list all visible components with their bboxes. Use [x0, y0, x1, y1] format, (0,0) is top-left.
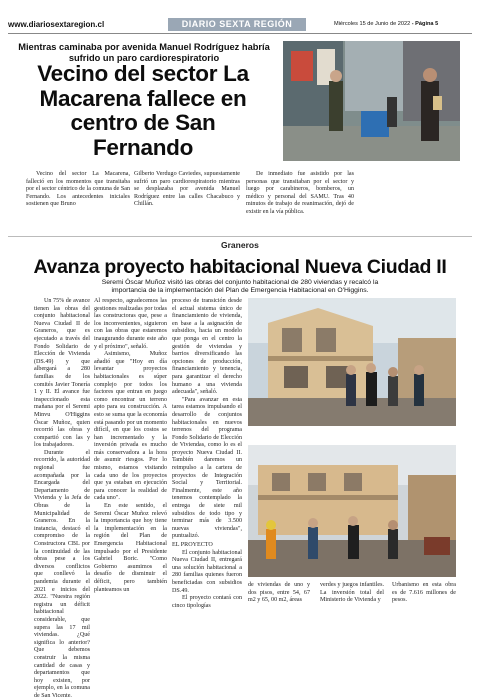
article2-col1: [34, 298, 90, 699]
article2-col6-text: Urbanismo en esta obra es de 7.616 millones de pesos.: [392, 582, 456, 604]
header-rule: [8, 33, 472, 34]
article1-headline: Vecino del sector La Macarena fallece en centro de San Fernando: [37, 61, 249, 160]
construction-workers-photo: [248, 445, 456, 577]
article2-col2-p2: Asimismo, Muñoz añadió que "Hoy en día levantar proyectos habitacionales es súper complejo por todos los factores que entran en juego como encontrar un terreno apto para su construcción. A esto se suma que la economía está pasando por un momento difícil, en que los costos se han incrementado y la inversión privada es mucho más conservadora a la hora de asumir riesgos. Por lo mismo, estamos visitando cada uno de los proyectos que ya estaban en ejecución para conocer la realidad de cada uno".: [94, 351, 167, 502]
date-text: Miércoles 15 de Junio de 2022: [334, 21, 411, 27]
masthead-title: DIARIO SEXTA REGIÓN: [181, 19, 293, 29]
construction-site-visit-photo: [248, 298, 456, 426]
article2-col4-text: de viviendas de uno y dos pisos, entre 54, 67 m2 y 65, 00 m2, áreas: [248, 582, 310, 604]
article2-section: Graneros: [221, 240, 259, 250]
article-divider: [8, 236, 472, 237]
article2-col2: [94, 298, 167, 650]
article2-col2-p1: Al respecto, agradecemos las gestiones realizadas por todas las constructoras que, pese a los inconvenientes, siguieron con las obras que estaremos inaugurando durante este año y el próximo", señaló.: [94, 298, 167, 350]
article2-col3-p4: El proyecto contará con cinco tipologías: [172, 595, 242, 609]
article2-col1-p2: Durante el recorrido, la autoridad regional fue acompañada por la Encargada del Departamento de Vivienda y la Jefa de Obras de la Municipalidad de Graneros. En la instancia, destacó el compromiso de la Constructora CBL por la continuidad de las obras pese a los diversos conflictos que conllevó la pandemia durante el 2021 e inicios del 2022. "Nuestra región registra un déficit habitacional considerable, que supera las 17 mil viviendas. ¿Qué significa lo anterior? Que debemos construir la misma cantidad de casas y departamentos que hoy existen, por ejemplo, en la comuna de San Vicente.: [34, 449, 90, 699]
article2-col2-p3: En este sentido, el Seremi Óscar Muñoz relevó la importancia que hoy tiene la implementación en la región del Plan de Emergencia Habitacional impulsado por el Presidente Gabriel Boric. "Como Gobierno asumimos el desafío de disminuir el déficit, pero también planteamos un: [94, 503, 167, 593]
article1-kicker: Mientras caminaba por avenida Manuel Rodríguez habría sufrido un paro cardiorespiratorio: [18, 42, 270, 63]
article2-subhead: EL PROYECTO: [172, 542, 213, 548]
article2-col3: [172, 298, 242, 650]
website-url[interactable]: www.diariosextaregion.cl: [8, 20, 105, 29]
article2-col5-text: verdes y juegos infantiles. La inversión total del Ministerio de Vivienda y: [320, 582, 384, 604]
construction-workers-illustration: [248, 445, 456, 577]
street-scene-illustration: [283, 41, 460, 161]
article1-col3: [246, 171, 354, 225]
article2-col6: [392, 582, 456, 652]
construction-visit-illustration: [248, 298, 456, 426]
article1-col2-text: Gilberto Verdugo Caviedes, supuestamente sufrió un paro cardiorespiratorio mientras se desplazaba por avenida Manuel Rodríguez entre las calles Chacabuco y Chillán.: [134, 171, 240, 208]
street-scene-photo: [283, 41, 460, 161]
article1-col3-text: De inmediato fue asistido por las personas que transitaban por el sector y luego por carabineros, bomberos, un médico y personal del SAMU. Tras 40 minutos de trabajo de reanimación, dejó de existir en la vía pública.: [246, 171, 354, 215]
header-date: [334, 21, 438, 27]
article2-headline: Avanza proyecto habitacional Nueva Ciudad II: [33, 256, 447, 278]
article1-col1: [26, 171, 130, 225]
article2-deck: Seremi Óscar Muñoz visitó las obras del conjunto habitacional de 280 viviendas y recalcó la importancia de la implementación del Plan de Emergencia Habitacional en O'Higgins.: [101, 279, 379, 294]
article2-col5: [320, 582, 384, 652]
article1-col2: [134, 171, 240, 225]
article2-col3-p2: "Para avanzar en esta tarea estamos impulsando el desarrollo de conjuntos habitacionales en nuevos terrenos del programa Fondo Solidario de Elección de Viviendas, como lo es el proyecto Nueva Ciudad II. También daremos un reimpulso a la cartera de proyectos de Integración Social y Territorial. Finalmente, este año tenemos contemplado la entrega de siete mil subsidios de todo tipo y terminar más de 3.500 nuevas viviendas", puntualizó.: [172, 396, 242, 540]
article2-col4: [248, 582, 310, 652]
article1-col1-text: Vecino del sector La Macarena, falleció en los momentos que transitaba por el sector céntrico de la comuna de San Fernando. Los antecedentes iniciales sostienen que Bruno: [26, 171, 130, 208]
article2-col1-p1: Un 75% de avance tienen las obras del conjunto habitacional Nueva Ciudad II de Graneros, que es ejecutado a través del Fondo Solidario de Elección de Vivienda (DS.49) y que albergará a 280 familias de los comités Javier Tonería 1 y II. El avance fue inspeccionado esta mañana por el Seremi Minvu O'Higgins Óscar Muñoz, quien recorrió las obras y compartió con las y los trabajadores.: [34, 298, 90, 449]
article2-col3-p3: El conjunto habitacional Nueva Ciudad II, entregará una solución habitacional a 280 familias quienes fueron beneficiadas con subsidios DS.49.: [172, 549, 242, 594]
article2-col3-p1: proceso de transición desde el actual sistema único de financiamiento de vivienda, en base a la asignación de subsidios, hacia un modelo que ponga en el centro la gestión de viviendas y barrios diversificando las opciones de producción, financiamiento y tenencia, para garantizar el derecho humano a una vivienda adecuada", señaló.: [172, 298, 242, 396]
page-number: - Página 5: [411, 21, 439, 27]
